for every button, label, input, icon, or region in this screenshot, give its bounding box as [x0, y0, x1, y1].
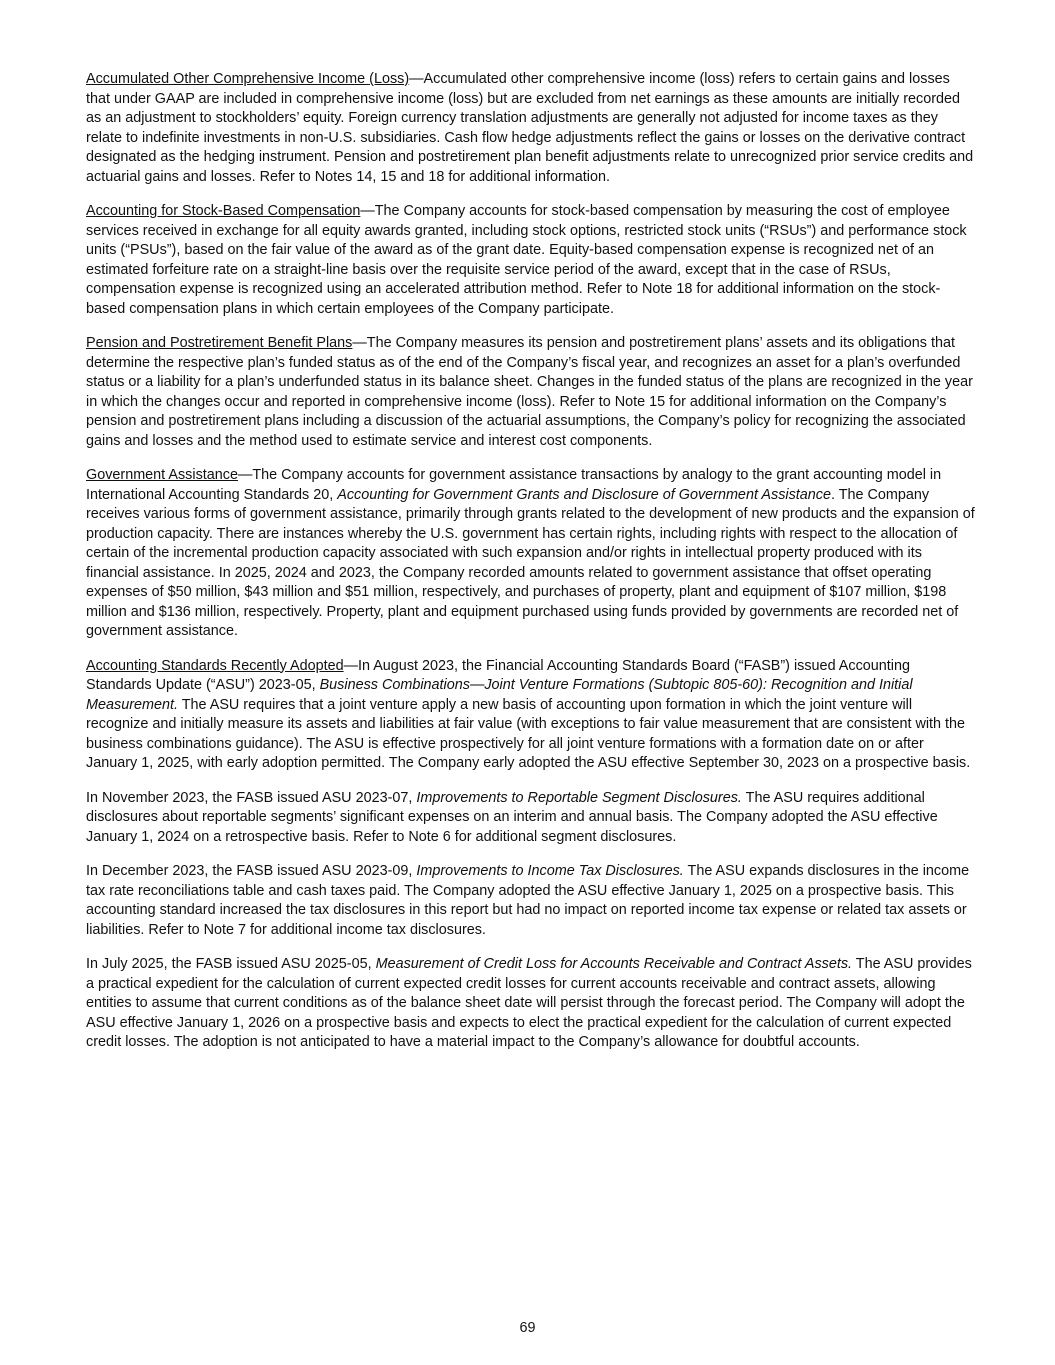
paragraph-standards-adopted — [86, 657, 976, 774]
text-standards-adopted-italic: Business Combinations—Joint Venture Formations (Subtopic 805-60): Recognition and Initial Measurement. — [86, 677, 913, 713]
paragraph-pension — [86, 334, 976, 451]
text-asu-2025-05-b: The ASU provides a practical expedient for the calculation of current expected credit losses for current accounts receivable and contract assets, allowing entities to assume that current conditions as of the balance sheet date will persist through the forecast period. The Company will adopt the ASU effective January 1, 2026 on a prospective basis and expects to elect the practical expedient for the calculation of current expected credit losses. The adoption is not anticipated to have a material impact to the Company’s allowance for doubtful accounts. — [86, 956, 972, 1050]
heading-standards-adopted: Accounting Standards Recently Adopted — [86, 657, 344, 674]
text-government-assistance-a: —The Company accounts for government assistance transactions by analogy to the grant accounting model in International Accounting Standards 20, — [86, 467, 942, 503]
text-asu-2025-05-a: In July 2025, the FASB issued ASU 2025-05, — [86, 956, 376, 972]
document-body — [86, 70, 976, 1068]
heading-government-assistance: Government Assistance — [86, 467, 238, 483]
page-number: 69 — [519, 1320, 536, 1336]
paragraph-aoci — [86, 70, 976, 187]
paragraph-government-assistance — [86, 466, 976, 642]
heading-stock-compensation: Accounting for Stock-Based Compensation — [86, 203, 361, 219]
text-pension: —The Company measures its pension and postretirement plans’ assets and its obligations that determine the respective plan’s funded status as of the end of the Company’s fiscal year, and recognizes an asset for a plan’s overfunded status or a liability for a plan’s underfunded status in its balance sheet. Changes in the funded status of the plans are recognized in the year in which the changes occur and reported in comprehensive income (loss). Refer to Note 15 for additional information on the Company’s pension and postretirement plans including a discussion of the actuarial assumptions, the Company’s policy for recognizing the associated gains and losses and the method used to estimate service and interest cost components. — [86, 335, 973, 449]
paragraph-asu-2023-09 — [86, 862, 976, 940]
paragraph-asu-2023-07 — [86, 789, 976, 848]
text-asu-2023-07-italic: Improvements to Reportable Segment Disclosures. — [416, 789, 742, 806]
text-asu-2025-05-italic: Measurement of Credit Loss for Accounts Receivable and Contract Assets. — [375, 956, 853, 972]
text-government-assistance-italic: Accounting for Government Grants and Disclosure of Government Assistance — [337, 486, 831, 503]
text-stock-compensation: —The Company accounts for stock-based compensation by measuring the cost of employee services received in exchange for all equity awards granted, including stock options, restricted stock units (“RSUs”) and performance stock units (“PSUs”), based on the fair value of the award as of the grant date. Equity-based compensation expense is recognized net of an estimated forfeiture rate on a straight-line basis over the requisite service period of the award, except that in the case of RSUs, compensation expense is recognized using an accelerated attribution method. Refer to Note 18 for additional information on the stock-based compensation plans in which certain employees of the Company participate. — [86, 203, 967, 317]
text-asu-2023-07-a: In November 2023, the FASB issued ASU 2023-07, — [86, 789, 417, 806]
text-aoci: —Accumulated other comprehensive income (loss) refers to certain gains and losses that under GAAP are included in comprehensive income (loss) but are excluded from net earnings as these amounts are initially recorded as an adjustment to stockholders’ equity. Foreign currency translation adjustments are generally not adjusted for income taxes as they relate to indefinite investments in non-U.S. subsidiaries. Cash flow hedge adjustments reflect the gains or losses on the derivative contract designated as the hedging instrument. Pension and postretirement plan benefit adjustments relate to unrecognized prior service credits and actuarial gains and losses. Refer to Notes 14, 15 and 18 for additional information. — [86, 71, 974, 185]
paragraph-asu-2025-05 — [86, 955, 976, 1053]
text-asu-2023-07-b: The ASU requires additional disclosures about reportable segments’ significant expenses on an interim and annual basis. The Company adopted the ASU effective January 1, 2024 on a retrospective basis. Refer to Note 6 for additional segment disclosures. — [86, 789, 938, 845]
text-asu-2023-09-italic: Improvements to Income Tax Disclosures. — [416, 863, 684, 879]
heading-pension: Pension and Postretirement Benefit Plans — [86, 335, 353, 351]
text-standards-adopted-b: The ASU requires that a joint venture apply a new basis of accounting upon formation in which the joint venture will recognize and initially measure its assets and liabilities at fair value (with exceptions to fair value measurement that are consistent with the business combinations guidance). The ASU is effective prospectively for all joint venture formations with a formation date on or after January 1, 2025, with early adoption permitted. The Company early adopted the ASU effective September 30, 2023 on a prospective basis. — [86, 696, 971, 771]
text-asu-2023-09-b: The ASU expands disclosures in the income tax rate reconciliations table and cash taxes paid. The Company adopted the ASU effective January 1, 2025 on a prospective basis. This accounting standard increased the tax disclosures in this report but had no impact on reported income tax expense or related tax assets or liabilities. Refer to Note 7 for additional income tax disclosures. — [86, 863, 970, 938]
text-standards-adopted-a: —In August 2023, the Financial Accounting Standards Board (“FASB”) issued Accounting Standards Update (“ASU”) 2023-05, — [86, 657, 910, 693]
heading-aoci: Accumulated Other Comprehensive Income (Loss) — [86, 71, 410, 87]
text-government-assistance-b: . The Company receives various forms of government assistance, primarily through grants related to the development of new products and the expansion of production capacity. There are instances whereby the U.S. government has certain rights, including rights with respect to the allocation of certain of the incremental production capacity associated with such expansion and/or rights in intellectual property produced with its financial assistance. In 2025, 2024 and 2023, the Company recorded amounts related to government assistance that offset operating expenses of $50 million, $43 million and $51 million, respectively, and purchases of property, plant and equipment of $107 million, $198 million and $136 million, respectively. Property, plant and equipment purchased using funds provided by governments are recorded net of government assistance. — [86, 486, 975, 639]
text-asu-2023-09-a: In December 2023, the FASB issued ASU 2023-09, — [86, 863, 417, 879]
paragraph-stock-compensation — [86, 202, 976, 319]
